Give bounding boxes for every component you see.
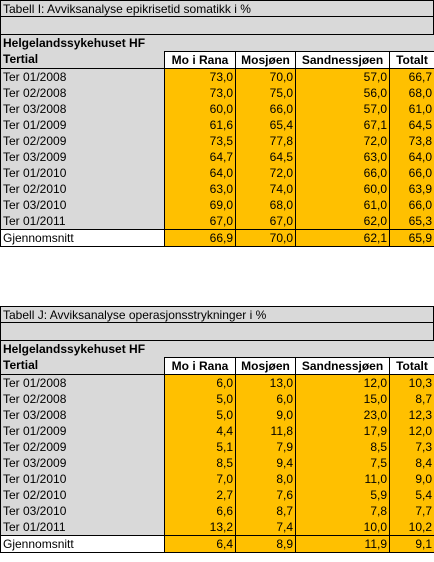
total-cell: 10,3 <box>390 374 434 391</box>
value-cell: 66,0 <box>296 165 390 181</box>
value-cell: 7,6 <box>236 487 296 503</box>
value-cell: 72,0 <box>296 133 390 149</box>
row-label: Ter 02/2008 <box>1 85 165 101</box>
table-row <box>1 165 434 181</box>
value-cell: 6,6 <box>165 503 236 519</box>
value-cell: 6,0 <box>236 391 296 407</box>
total-cell: 10,2 <box>390 519 434 536</box>
value-cell: 7,0 <box>165 471 236 487</box>
row-label: Ter 01/2008 <box>1 68 165 85</box>
value-cell: 69,0 <box>165 197 236 213</box>
average-label: Gjennomsnitt <box>1 229 165 246</box>
table-row <box>1 213 434 230</box>
row-label: Ter 03/2008 <box>1 407 165 423</box>
value-cell: 73,5 <box>165 133 236 149</box>
value-cell: 77,8 <box>236 133 296 149</box>
value-cell: 70,0 <box>236 68 296 85</box>
value-cell: 64,5 <box>236 149 296 165</box>
total-cell: 64,5 <box>390 117 434 133</box>
table-row <box>1 455 434 471</box>
table-row <box>1 117 434 133</box>
value-cell: 74,0 <box>236 181 296 197</box>
value-cell: 66,0 <box>236 101 296 117</box>
table-row <box>1 423 434 439</box>
row-label: Ter 03/2010 <box>1 503 165 519</box>
value-cell: 13,2 <box>165 519 236 536</box>
spacer-row <box>0 17 434 34</box>
value-cell: 5,0 <box>165 391 236 407</box>
value-cell: 15,0 <box>296 391 390 407</box>
value-cell: 67,0 <box>165 213 236 230</box>
row-label: Ter 01/2010 <box>1 165 165 181</box>
table-row <box>1 374 434 391</box>
total-cell: 5,4 <box>390 487 434 503</box>
total-cell: 64,0 <box>390 149 434 165</box>
average-row <box>1 535 434 552</box>
value-cell: 61,6 <box>165 117 236 133</box>
value-cell: 66,9 <box>165 229 236 246</box>
value-cell: 10,0 <box>296 519 390 536</box>
column-header-row <box>1 51 434 68</box>
row-header: Tertial <box>1 357 165 374</box>
value-cell: 5,9 <box>296 487 390 503</box>
table-i-section <box>0 0 434 247</box>
value-cell: 8,7 <box>236 503 296 519</box>
org-header-row <box>1 35 434 52</box>
total-cell: 66,7 <box>390 68 434 85</box>
table-row <box>1 133 434 149</box>
table-title: Tabell I: Avviksanalyse epikrisetid somatikk i % <box>0 0 434 17</box>
value-cell: 9,4 <box>236 455 296 471</box>
table-title: Tabell J: Avviksanalyse operasjonsstrykninger i % <box>0 306 434 323</box>
value-cell: 5,1 <box>165 439 236 455</box>
row-label: Ter 03/2009 <box>1 149 165 165</box>
value-cell: 60,0 <box>165 101 236 117</box>
value-cell: 63,0 <box>165 181 236 197</box>
value-cell: 6,0 <box>165 374 236 391</box>
column-header-row <box>1 357 434 374</box>
total-cell: 73,8 <box>390 133 434 149</box>
table-row <box>1 519 434 536</box>
table-row <box>1 85 434 101</box>
table-row <box>1 471 434 487</box>
row-label: Ter 01/2011 <box>1 213 165 230</box>
table-row <box>1 391 434 407</box>
total-cell: 65,9 <box>390 229 434 246</box>
column-header: Sandnessjøen <box>296 357 390 374</box>
value-cell: 17,9 <box>296 423 390 439</box>
column-header: Mo i Rana <box>165 357 236 374</box>
value-cell: 68,0 <box>236 197 296 213</box>
value-cell: 64,0 <box>165 165 236 181</box>
row-label: Ter 02/2009 <box>1 439 165 455</box>
value-cell: 11,9 <box>296 535 390 552</box>
row-label: Ter 03/2010 <box>1 197 165 213</box>
table-row <box>1 197 434 213</box>
column-header: Mosjøen <box>236 357 296 374</box>
total-cell: 7,7 <box>390 503 434 519</box>
value-cell: 70,0 <box>236 229 296 246</box>
row-label: Ter 03/2008 <box>1 101 165 117</box>
total-cell: 8,7 <box>390 391 434 407</box>
value-cell: 6,4 <box>165 535 236 552</box>
value-cell: 60,0 <box>296 181 390 197</box>
total-cell: 12,0 <box>390 423 434 439</box>
table-row <box>1 149 434 165</box>
value-cell: 4,4 <box>165 423 236 439</box>
value-cell: 7,9 <box>236 439 296 455</box>
value-cell: 5,0 <box>165 407 236 423</box>
table-row <box>1 439 434 455</box>
total-cell: 9,0 <box>390 471 434 487</box>
total-cell: 9,1 <box>390 535 434 552</box>
column-header: Mo i Rana <box>165 51 236 68</box>
value-cell: 73,0 <box>165 85 236 101</box>
row-label: Ter 01/2009 <box>1 117 165 133</box>
row-label: Ter 02/2008 <box>1 391 165 407</box>
value-cell: 13,0 <box>236 374 296 391</box>
value-cell: 2,7 <box>165 487 236 503</box>
total-cell: 63,9 <box>390 181 434 197</box>
row-label: Ter 02/2010 <box>1 181 165 197</box>
total-cell: 65,3 <box>390 213 434 230</box>
table-row <box>1 487 434 503</box>
org-name: Helgelandssykehuset HF <box>1 35 165 52</box>
value-cell: 56,0 <box>296 85 390 101</box>
org-header-row <box>1 341 434 358</box>
value-cell: 23,0 <box>296 407 390 423</box>
org-name: Helgelandssykehuset HF <box>1 341 165 358</box>
value-cell: 8,5 <box>296 439 390 455</box>
value-cell: 62,1 <box>296 229 390 246</box>
row-label: Ter 01/2010 <box>1 471 165 487</box>
value-cell: 7,8 <box>296 503 390 519</box>
column-header: Mosjøen <box>236 51 296 68</box>
total-cell: 7,3 <box>390 439 434 455</box>
average-row <box>1 229 434 246</box>
row-label: Ter 02/2009 <box>1 133 165 149</box>
total-cell: 8,4 <box>390 455 434 471</box>
table-row <box>1 68 434 85</box>
total-cell: 66,0 <box>390 197 434 213</box>
table-row <box>1 407 434 423</box>
value-cell: 9,0 <box>236 407 296 423</box>
row-label: Ter 01/2011 <box>1 519 165 536</box>
value-cell: 8,9 <box>236 535 296 552</box>
value-cell: 7,4 <box>236 519 296 536</box>
row-label: Ter 01/2009 <box>1 423 165 439</box>
value-cell: 65,4 <box>236 117 296 133</box>
row-label: Ter 03/2009 <box>1 455 165 471</box>
value-cell: 67,1 <box>296 117 390 133</box>
total-cell: 66,0 <box>390 165 434 181</box>
value-cell: 8,0 <box>236 471 296 487</box>
spacer-row <box>0 323 434 340</box>
column-header: Sandnessjøen <box>296 51 390 68</box>
column-header: Totalt <box>390 51 434 68</box>
value-cell: 11,0 <box>296 471 390 487</box>
row-label: Ter 01/2008 <box>1 374 165 391</box>
table-row <box>1 101 434 117</box>
row-label: Ter 02/2010 <box>1 487 165 503</box>
value-cell: 7,5 <box>296 455 390 471</box>
value-cell: 67,0 <box>236 213 296 230</box>
value-cell: 61,0 <box>296 197 390 213</box>
value-cell: 57,0 <box>296 68 390 85</box>
table-row <box>1 181 434 197</box>
value-cell: 62,0 <box>296 213 390 230</box>
operasjonsstrykninger-table <box>0 340 434 553</box>
table-row <box>1 503 434 519</box>
value-cell: 63,0 <box>296 149 390 165</box>
value-cell: 57,0 <box>296 101 390 117</box>
value-cell: 73,0 <box>165 68 236 85</box>
total-cell: 61,0 <box>390 101 434 117</box>
row-header: Tertial <box>1 51 165 68</box>
value-cell: 12,0 <box>296 374 390 391</box>
value-cell: 75,0 <box>236 85 296 101</box>
average-label: Gjennomsnitt <box>1 535 165 552</box>
value-cell: 11,8 <box>236 423 296 439</box>
value-cell: 64,7 <box>165 149 236 165</box>
value-cell: 72,0 <box>236 165 296 181</box>
column-header: Totalt <box>390 357 434 374</box>
total-cell: 68,0 <box>390 85 434 101</box>
table-j-section <box>0 306 434 553</box>
value-cell: 8,5 <box>165 455 236 471</box>
total-cell: 12,3 <box>390 407 434 423</box>
epikrisetid-table <box>0 34 434 247</box>
